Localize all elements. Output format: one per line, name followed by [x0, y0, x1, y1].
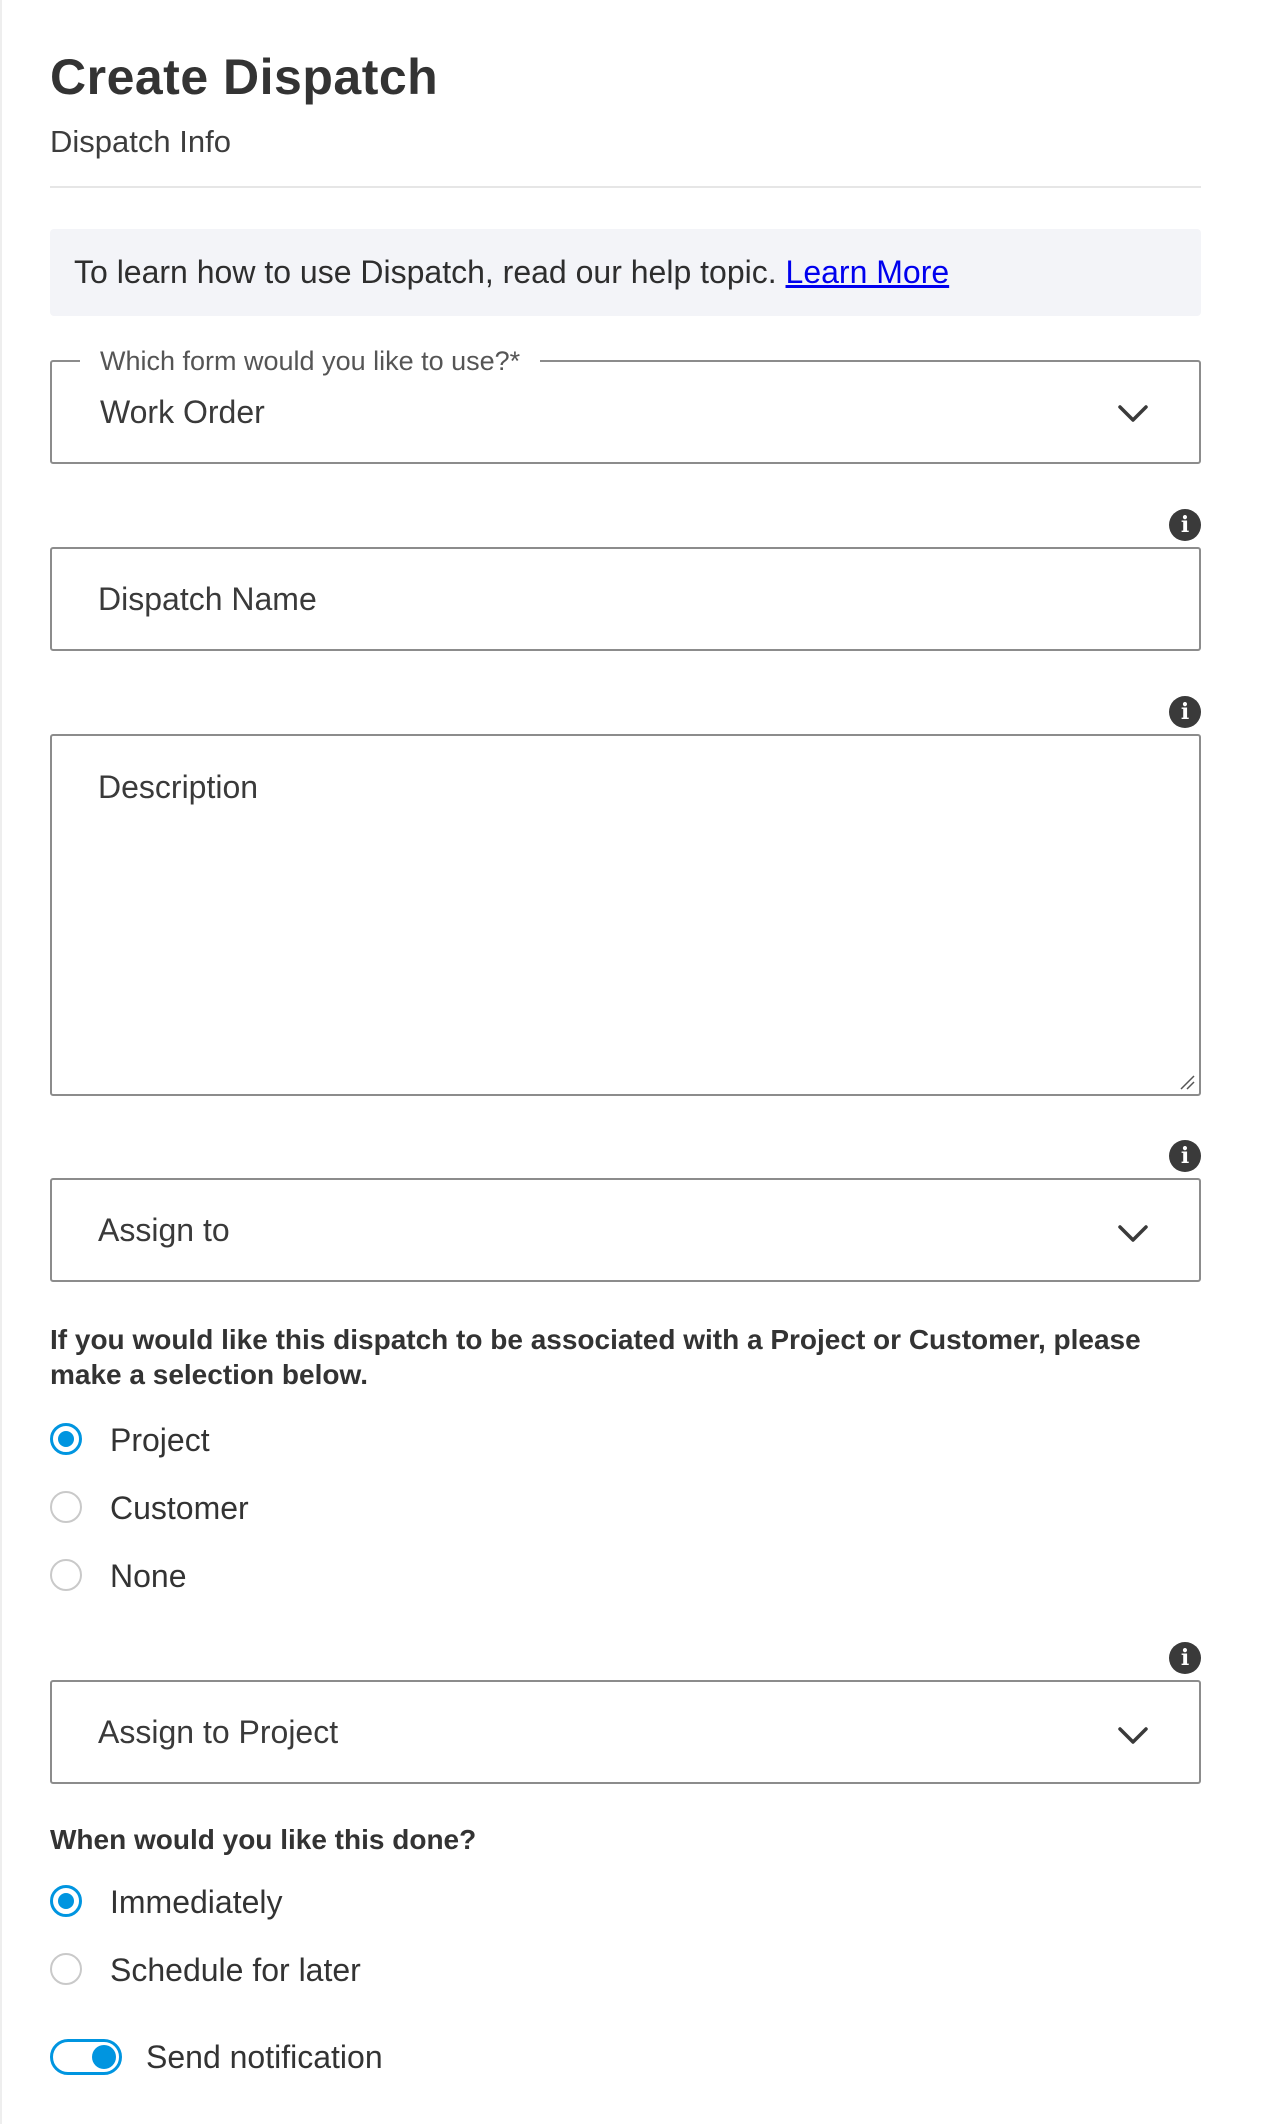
toggle-knob — [92, 2045, 116, 2069]
chevron-down-icon — [1117, 1224, 1149, 1244]
radio-label: Project — [110, 1422, 210, 1458]
description-textarea[interactable] — [50, 734, 1201, 1096]
page-left-edge — [0, 0, 2, 2124]
radio-button[interactable] — [50, 1491, 82, 1523]
form-select-value: Work Order — [100, 394, 265, 430]
association-question: If you would like this dispatch to be associated with a Project or Customer, please make a selection below. — [50, 1324, 1141, 1390]
radio-label: Immediately — [110, 1884, 283, 1920]
radio-button[interactable] — [50, 1885, 82, 1917]
assign-to-info-icon[interactable]: i — [1169, 1140, 1201, 1172]
radio-button[interactable] — [50, 1559, 82, 1591]
assign-project-info-icon[interactable]: i — [1169, 1642, 1201, 1674]
form-select-legend: Which form would you like to use?* — [80, 344, 540, 378]
dispatch-name-placeholder: Dispatch Name — [98, 581, 317, 617]
page-title: Create Dispatch — [50, 49, 439, 105]
radio-label: Schedule for later — [110, 1952, 361, 1988]
form-select[interactable] — [50, 346, 1201, 464]
radio-button[interactable] — [50, 1953, 82, 1985]
assign-to-placeholder: Assign to — [98, 1212, 230, 1248]
header-divider — [50, 186, 1201, 188]
assign-to-project-select[interactable] — [50, 1680, 1201, 1784]
assign-to-select[interactable] — [50, 1178, 1201, 1282]
timing-question: When would you like this done? — [50, 1824, 477, 1855]
resize-grip-icon[interactable] — [1177, 1072, 1195, 1090]
send-notification-label: Send notification — [146, 2039, 383, 2075]
learn-more-link[interactable]: Learn More — [785, 254, 950, 290]
assign-project-placeholder: Assign to Project — [98, 1714, 339, 1750]
section-title: Dispatch Info — [50, 124, 231, 159]
send-notification-toggle[interactable] — [50, 2039, 122, 2075]
chevron-down-icon — [1117, 404, 1149, 424]
dispatch-name-info-icon[interactable]: i — [1169, 509, 1201, 541]
radio-label: None — [110, 1558, 187, 1594]
chevron-down-icon — [1117, 1726, 1149, 1746]
help-banner — [50, 229, 1201, 316]
help-text: To learn how to use Dispatch, read our help topic. — [74, 254, 777, 290]
radio-button[interactable] — [50, 1423, 82, 1455]
description-placeholder: Description — [98, 769, 259, 805]
radio-label: Customer — [110, 1490, 249, 1526]
dispatch-name-input[interactable] — [50, 547, 1201, 651]
description-info-icon[interactable]: i — [1169, 696, 1201, 728]
